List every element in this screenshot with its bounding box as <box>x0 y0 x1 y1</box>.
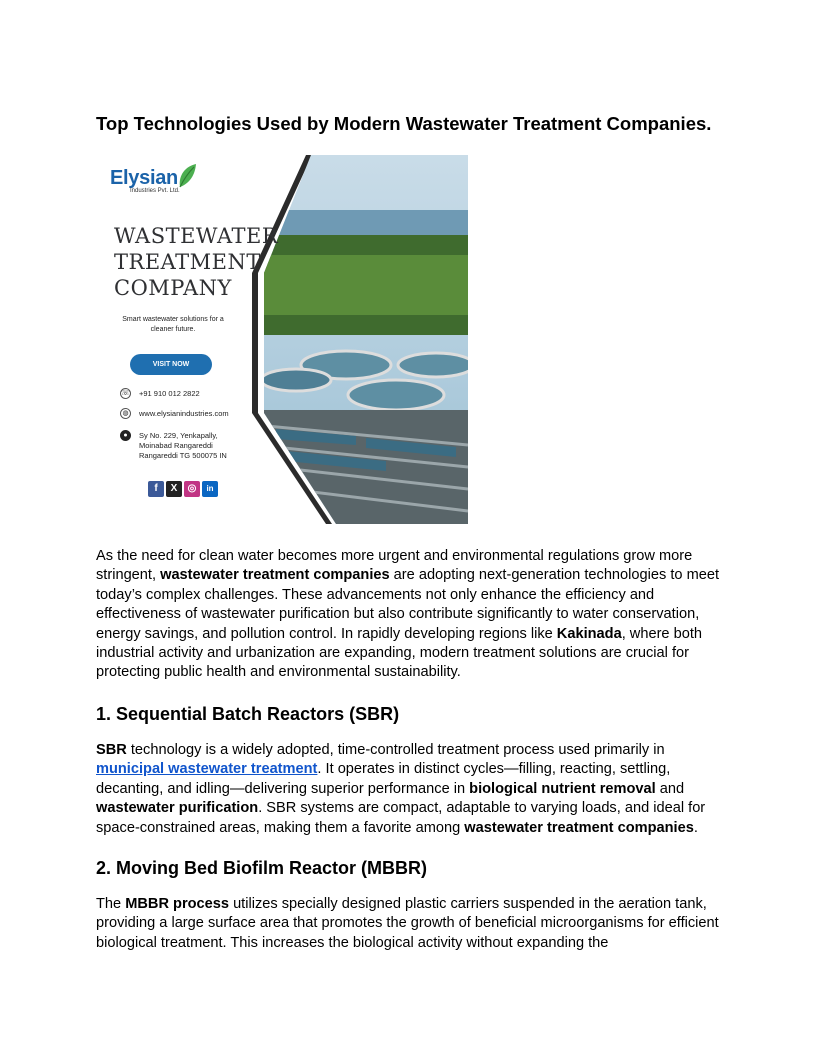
logo-brand-text: Elysian <box>110 167 178 189</box>
leaf-icon <box>176 163 198 189</box>
logo-subtext: Industries Pvt. Ltd. <box>130 188 180 194</box>
section-1-heading: 1. Sequential Batch Reactors (SBR) <box>96 704 400 724</box>
intro-text-2: are adopting next-generation technologies to meet today’s complex challenges. These advancements not only enhance the efficiency and effectiveness of wastewater purification but also contribute significantly to water conservation, energy savings, and pollution control. In rapidly developing regions like <box>96 567 720 642</box>
s2-bold-1: MBBR process <box>125 896 230 912</box>
s1-text-1: technology is a widely adopted, time-controlled treatment process used primarily in <box>126 742 665 758</box>
section-2-paragraph <box>96 895 720 953</box>
intro-text-1: As the need for clean water becomes more urgent and environmental regulations grow more stringent, <box>96 548 693 584</box>
intro-paragraph <box>96 547 720 683</box>
s1-bold-4: wastewater treatment companies <box>464 819 694 836</box>
x-twitter-icon: X <box>166 481 182 497</box>
s1-bold-1: SBR <box>96 742 127 758</box>
s1-text-4: . SBR systems are compact, adaptable to varying loads, and ideal for space-constrained areas, making them a favorite among <box>96 800 706 836</box>
phone-icon: ☏ <box>121 390 130 397</box>
website-text: www.elysianindustries.com <box>139 409 229 418</box>
intro-bold-2: Kakinada <box>556 625 622 642</box>
banner-heading-line-3: COMPANY <box>114 276 232 300</box>
company-logo <box>110 167 180 194</box>
banner-heading-line-1: WASTEWATER <box>114 224 279 248</box>
location-pin-icon: ● <box>120 430 131 441</box>
intro-text-3: , where both industrial activity and urbanization are expanding, modern treatment solutions are crucial for protecting public health and environmental sustainability. <box>96 625 703 681</box>
banner-tagline: Smart wastewater solutions for a cleaner future. <box>122 316 224 333</box>
visit-now-button: VISIT NOW <box>130 354 212 375</box>
address-line-1: Sy No. 229, Yenkapally, <box>139 431 218 440</box>
banner-heading-line-2: TREATMENT <box>114 250 261 274</box>
banner-heading <box>114 223 278 301</box>
globe-icon: ◍ <box>120 408 131 419</box>
page-title: Top Technologies Used by Modern Wastewater Treatment Companies. <box>96 113 712 134</box>
address-line-3: Rangareddi TG 500075 IN <box>139 451 227 460</box>
facebook-icon: f <box>148 481 164 497</box>
treatment-plant-photo <box>96 155 468 524</box>
section-1-paragraph <box>96 741 720 838</box>
address-line-2: Moinabad Rangareddi <box>139 441 213 450</box>
phone-text: +91 910 012 2822 <box>139 389 200 398</box>
s1-text-2: . It operates in distinct cycles—filling, reacting, settling, decanting, and idling—delivering superior performance in <box>96 761 671 797</box>
section-2-heading: 2. Moving Bed Biofilm Reactor (MBBR) <box>96 858 428 878</box>
s1-text-3: and <box>655 780 685 797</box>
s1-bold-3: wastewater purification <box>96 800 259 817</box>
municipal-wastewater-treatment-link[interactable]: municipal wastewater treatment <box>96 761 318 778</box>
linkedin-icon: in <box>202 481 218 497</box>
company-banner-image <box>96 155 468 524</box>
s1-text-5: . <box>693 819 698 836</box>
s2-text-0: The <box>96 896 126 912</box>
s1-bold-2: biological nutrient removal <box>469 780 656 797</box>
intro-bold-1: wastewater treatment companies <box>160 567 390 584</box>
instagram-icon: ◎ <box>184 481 200 497</box>
address-text <box>139 431 227 461</box>
s2-text-1: utilizes specially designed plastic carriers suspended in the aeration tank, providing a large surface area that promotes the growth of beneficial microorganisms for efficient biological treatment. This increases the biological activity without expanding the <box>96 896 719 951</box>
